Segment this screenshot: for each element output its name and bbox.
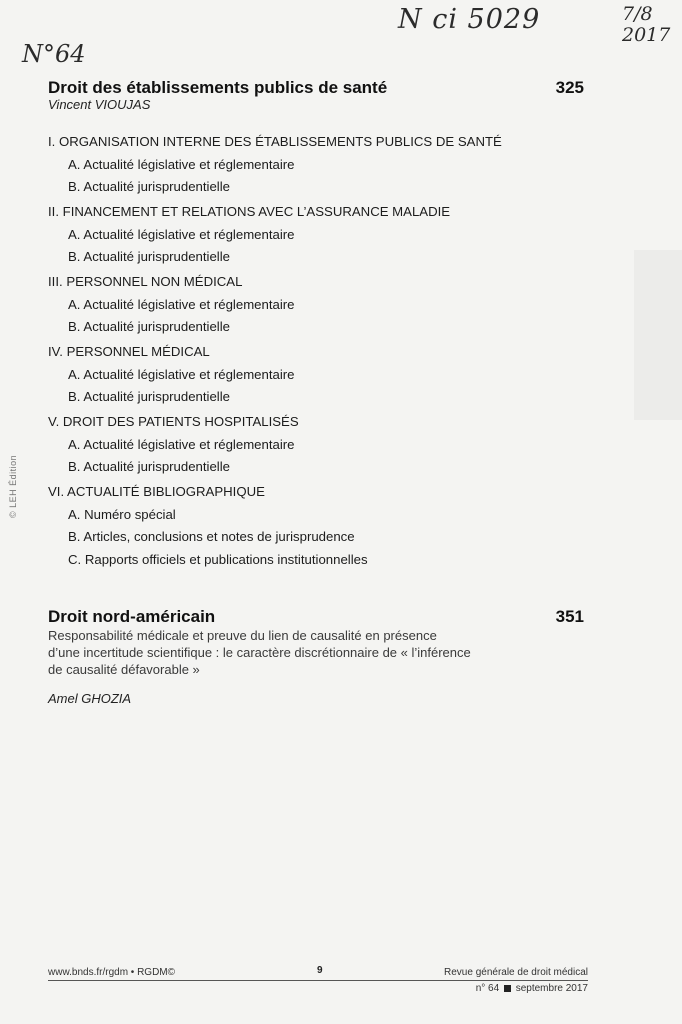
section-title-2: Droit nord-américain (48, 607, 216, 626)
abstract-line: d’une incertitude scientifique : le caractère discrétionnaire de « l’inférence (48, 645, 471, 660)
toc-item: B. Actualité jurisprudentielle (68, 319, 231, 334)
toc-item: B. Articles, conclusions et notes de jurisprudence (68, 529, 355, 544)
footer-issue-number: n° 64 (475, 983, 500, 994)
toc-part (48, 131, 608, 201)
footer-page-number: 9 (317, 965, 323, 976)
abstract-line: de causalité défavorable » (48, 662, 200, 677)
toc-heading: VI. ACTUALITÉ BIBLIOGRAPHIQUE (48, 484, 265, 499)
toc-heading: IV. PERSONNEL MÉDICAL (48, 344, 210, 359)
section-author-1: Vincent VIOUJAS (48, 97, 151, 112)
toc-heading: III. PERSONNEL NON MÉDICAL (48, 274, 243, 289)
section-page-2: 351 (555, 607, 584, 626)
abstract-line: Responsabilité médicale et preuve du lien de causalité en présence (48, 628, 437, 643)
toc-part (48, 411, 608, 481)
toc-part (48, 481, 608, 567)
footer-website: www.bnds.fr/rgdm • RGDM© (48, 967, 176, 978)
footer-issue (476, 983, 588, 994)
section-title-1: Droit des établissements publics de santé (48, 78, 388, 97)
section-abstract-2 (48, 627, 488, 678)
toc-item: B. Actualité jurisprudentielle (68, 459, 231, 474)
handwritten-reference: N ci 5029 (398, 4, 541, 35)
handwritten-date-line2: 2017 (622, 24, 671, 46)
section-page-1: 325 (555, 78, 584, 97)
footer-journal: Revue générale de droit médical (444, 967, 588, 978)
toc-heading: I. ORGANISATION INTERNE DES ÉTABLISSEMENTS PUBLICS DE SANTÉ (48, 134, 502, 149)
bleed-through-shade (634, 250, 682, 420)
square-bullet-icon (504, 985, 511, 992)
toc-heading: II. FINANCEMENT ET RELATIONS AVEC L’ASSURANCE MALADIE (48, 204, 451, 219)
handwritten-date-line1: 7/8 (622, 3, 653, 25)
toc-item: A. Actualité législative et réglementaire (68, 436, 295, 452)
toc-part (48, 341, 608, 411)
toc-item: B. Actualité jurisprudentielle (68, 179, 231, 194)
toc-item: C. Rapports officiels et publications institutionnelles (68, 551, 368, 567)
side-credit: © LEH Édition (8, 454, 18, 518)
footer-issue-date: septembre 2017 (515, 983, 588, 994)
toc-item: A. Actualité législative et réglementaire (68, 296, 295, 312)
toc-item: B. Actualité jurisprudentielle (68, 389, 231, 404)
handwritten-issue-number: N°64 (22, 40, 86, 68)
toc-heading: V. DROIT DES PATIENTS HOSPITALISÉS (48, 414, 299, 429)
toc-item: A. Actualité législative et réglementaire (68, 156, 295, 172)
section-author-2: Amel GHOZIA (48, 691, 132, 706)
footer-rule (48, 980, 588, 981)
toc-item: B. Actualité jurisprudentielle (68, 249, 231, 264)
toc-item: A. Actualité législative et réglementaire (68, 366, 295, 382)
toc-item: A. Actualité législative et réglementaire (68, 226, 295, 242)
toc-part (48, 201, 608, 271)
handwritten-date (622, 4, 680, 46)
toc-item: A. Numéro spécial (68, 506, 176, 522)
toc-part (48, 271, 608, 341)
table-of-contents (48, 131, 608, 567)
